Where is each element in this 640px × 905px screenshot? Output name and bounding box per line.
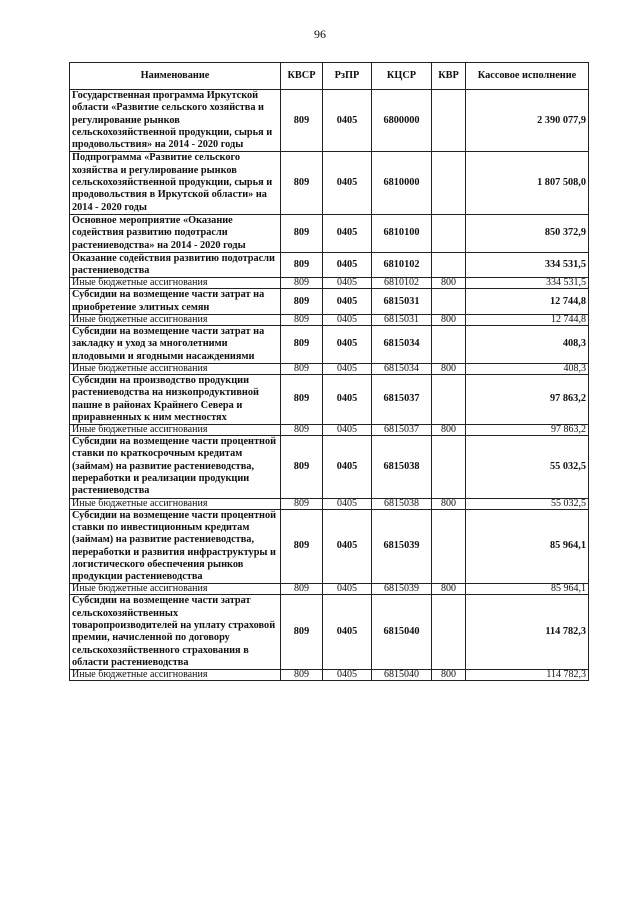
table-row (70, 315, 589, 326)
header-name: Наименование (70, 63, 281, 90)
cell-kvsr: 809 (281, 214, 323, 252)
cell-kvr (432, 289, 466, 315)
table-row (70, 509, 589, 584)
cell-rzpr: 0405 (323, 425, 372, 436)
cell-kvsr: 809 (281, 436, 323, 498)
cell-kvsr: 809 (281, 498, 323, 509)
cell-rzpr: 0405 (323, 436, 372, 498)
cell-rzpr: 0405 (323, 214, 372, 252)
cell-rzpr: 0405 (323, 584, 372, 595)
cell-name: Субсидии на возмещение части затрат на приобретение элитных семян (70, 289, 281, 315)
cell-kvsr: 809 (281, 315, 323, 326)
cell-kvsr: 809 (281, 326, 323, 364)
cell-kvsr: 809 (281, 584, 323, 595)
table-row (70, 363, 589, 374)
cell-kvsr: 809 (281, 252, 323, 278)
cell-kvr: 800 (432, 584, 466, 595)
cell-rzpr: 0405 (323, 278, 372, 289)
cell-name: Оказание содействия развитию подотрасли растениеводства (70, 252, 281, 278)
cell-sum: 114 782,3 (466, 670, 589, 681)
cell-sum: 97 863,2 (466, 425, 589, 436)
header-sum: Кассовое исполнение (466, 63, 589, 90)
cell-kvr: 800 (432, 315, 466, 326)
cell-sum: 12 744,8 (466, 289, 589, 315)
cell-sum: 334 531,5 (466, 252, 589, 278)
cell-kvr: 800 (432, 278, 466, 289)
cell-sum: 97 863,2 (466, 374, 589, 424)
cell-name: Субсидии на возмещение части процентной ставки по краткосрочным кредитам (займам) на развитие растениеводства, переработки и реализации продукции растениеводства (70, 436, 281, 498)
cell-kcsr: 6810102 (372, 278, 432, 289)
cell-sum: 334 531,5 (466, 278, 589, 289)
cell-kcsr: 6810102 (372, 252, 432, 278)
cell-kvr (432, 436, 466, 498)
cell-kvr (432, 252, 466, 278)
table-header-row (70, 63, 589, 90)
cell-kvr: 800 (432, 498, 466, 509)
table-row (70, 584, 589, 595)
cell-name: Государственная программа Иркутской области «Развитие сельского хозяйства и регулирование рынков сельскохозяйственной продукции, сырья и продовольствия» на 2014 - 2020 годы (70, 90, 281, 152)
cell-kvsr: 809 (281, 509, 323, 584)
cell-kvsr: 809 (281, 425, 323, 436)
cell-sum: 85 964,1 (466, 584, 589, 595)
cell-rzpr: 0405 (323, 374, 372, 424)
cell-rzpr: 0405 (323, 90, 372, 152)
cell-sum: 55 032,5 (466, 498, 589, 509)
header-kcsr: КЦСР (372, 63, 432, 90)
cell-sum: 408,3 (466, 326, 589, 364)
cell-sum: 55 032,5 (466, 436, 589, 498)
cell-rzpr: 0405 (323, 498, 372, 509)
table-row (70, 90, 589, 152)
table-row (70, 595, 589, 670)
cell-kvsr: 809 (281, 152, 323, 214)
cell-kvsr: 809 (281, 90, 323, 152)
header-rzpr: РзПР (323, 63, 372, 90)
cell-kvsr: 809 (281, 374, 323, 424)
cell-name: Субсидии на возмещение части затрат сельскохозяйственных товаропроизводителей на уплату страховой премии, начисленной по договору сельскохозяйственного страхования в области растениеводства (70, 595, 281, 670)
cell-name: Иные бюджетные ассигнования (70, 670, 281, 681)
cell-name: Иные бюджетные ассигнования (70, 363, 281, 374)
cell-kvr (432, 374, 466, 424)
cell-rzpr: 0405 (323, 252, 372, 278)
table-row (70, 214, 589, 252)
table-row (70, 670, 589, 681)
cell-kvr (432, 214, 466, 252)
cell-rzpr: 0405 (323, 670, 372, 681)
cell-kvr (432, 152, 466, 214)
cell-rzpr: 0405 (323, 363, 372, 374)
cell-rzpr: 0405 (323, 509, 372, 584)
table-row (70, 326, 589, 364)
cell-kvr: 800 (432, 363, 466, 374)
budget-execution-table (69, 62, 589, 681)
table-row (70, 278, 589, 289)
cell-sum: 408,3 (466, 363, 589, 374)
cell-kcsr: 6815039 (372, 509, 432, 584)
cell-kvr: 800 (432, 425, 466, 436)
cell-name: Иные бюджетные ассигнования (70, 425, 281, 436)
cell-kvsr: 809 (281, 289, 323, 315)
cell-kcsr: 6815037 (372, 425, 432, 436)
cell-name: Иные бюджетные ассигнования (70, 498, 281, 509)
header-kvsr: КВСР (281, 63, 323, 90)
table-row (70, 152, 589, 214)
cell-kcsr: 6815034 (372, 363, 432, 374)
cell-rzpr: 0405 (323, 326, 372, 364)
cell-kvr (432, 595, 466, 670)
cell-kcsr: 6815040 (372, 595, 432, 670)
cell-name: Основное мероприятие «Оказание содействия развитию подотрасли растениеводства» на 2014 - 2020 годы (70, 214, 281, 252)
cell-sum: 85 964,1 (466, 509, 589, 584)
cell-kvr (432, 90, 466, 152)
table-row (70, 498, 589, 509)
cell-kcsr: 6815037 (372, 374, 432, 424)
cell-name: Субсидии на возмещение части затрат на закладку и уход за многолетними плодовыми и ягодными насаждениями (70, 326, 281, 364)
cell-kvr (432, 509, 466, 584)
cell-rzpr: 0405 (323, 315, 372, 326)
table-row (70, 425, 589, 436)
table-row (70, 289, 589, 315)
cell-kcsr: 6815038 (372, 436, 432, 498)
cell-name: Иные бюджетные ассигнования (70, 315, 281, 326)
cell-kvr: 800 (432, 670, 466, 681)
cell-sum: 114 782,3 (466, 595, 589, 670)
table-row (70, 374, 589, 424)
cell-name: Подпрограмма «Развитие сельского хозяйства и регулирование рынков сельскохозяйственной продукции, сырья и продовольствия в Иркутской области» на 2014 - 2020 годы (70, 152, 281, 214)
cell-rzpr: 0405 (323, 595, 372, 670)
cell-kcsr: 6815034 (372, 326, 432, 364)
cell-kvr (432, 326, 466, 364)
cell-kcsr: 6810100 (372, 214, 432, 252)
header-kvr: КВР (432, 63, 466, 90)
cell-kcsr: 6815038 (372, 498, 432, 509)
cell-sum: 2 390 077,9 (466, 90, 589, 152)
cell-kcsr: 6810000 (372, 152, 432, 214)
cell-kcsr: 6815039 (372, 584, 432, 595)
cell-kvsr: 809 (281, 595, 323, 670)
cell-rzpr: 0405 (323, 289, 372, 315)
cell-sum: 850 372,9 (466, 214, 589, 252)
cell-name: Иные бюджетные ассигнования (70, 278, 281, 289)
cell-sum: 12 744,8 (466, 315, 589, 326)
cell-kvsr: 809 (281, 363, 323, 374)
cell-kcsr: 6800000 (372, 90, 432, 152)
cell-kcsr: 6815031 (372, 315, 432, 326)
cell-name: Иные бюджетные ассигнования (70, 584, 281, 595)
cell-kcsr: 6815031 (372, 289, 432, 315)
cell-kvsr: 809 (281, 670, 323, 681)
cell-rzpr: 0405 (323, 152, 372, 214)
cell-name: Субсидии на возмещение части процентной ставки по инвестиционным кредитам (займам) на развитие растениеводства, переработки и развития инфраструктуры и логистического обеспечения рынков продукции растениеводства (70, 509, 281, 584)
page-number: 96 (314, 27, 326, 41)
table-row (70, 252, 589, 278)
cell-kvsr: 809 (281, 278, 323, 289)
cell-sum: 1 807 508,0 (466, 152, 589, 214)
cell-kcsr: 6815040 (372, 670, 432, 681)
table-row (70, 436, 589, 498)
cell-name: Субсидии на производство продукции растениеводства на низкопродуктивной пашне в районах Крайнего Севера и приравненных к ним местностях (70, 374, 281, 424)
